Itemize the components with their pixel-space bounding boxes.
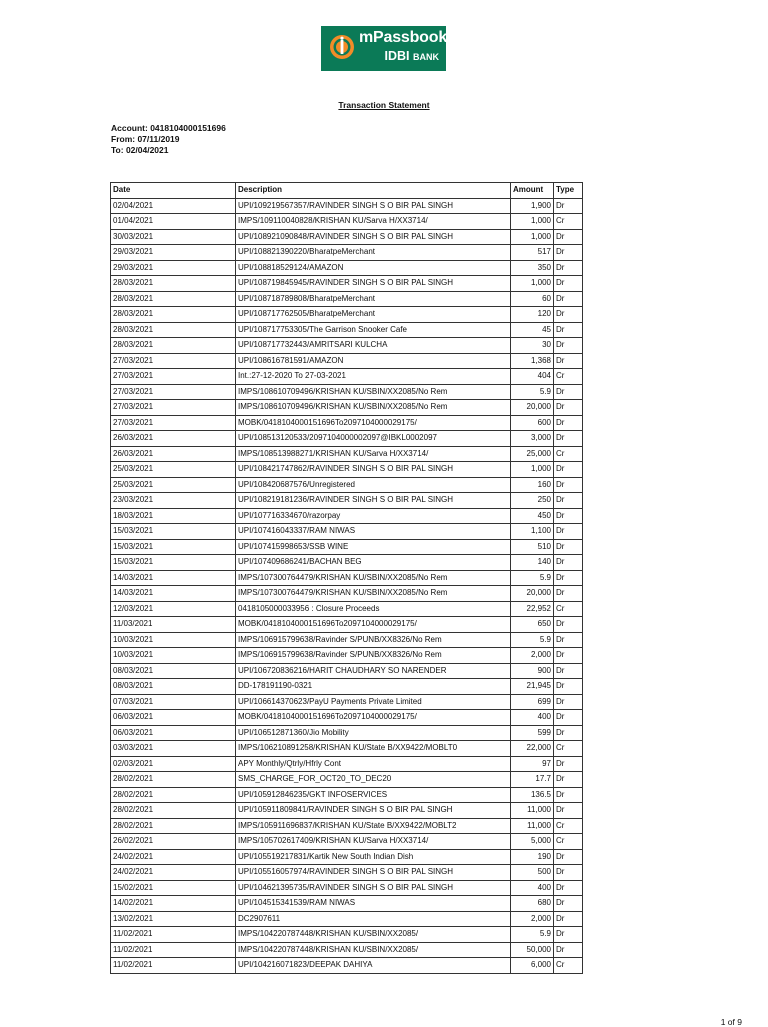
cell-type: Dr	[554, 617, 583, 633]
cell-date: 11/02/2021	[111, 927, 236, 943]
cell-type: Dr	[554, 880, 583, 896]
cell-type: Cr	[554, 369, 583, 385]
cell-description: UPI/108420687576/Unregistered	[236, 477, 511, 493]
cell-amount: 900	[511, 663, 554, 679]
table-row	[111, 741, 583, 757]
cell-date: 27/03/2021	[111, 400, 236, 416]
cell-amount: 160	[511, 477, 554, 493]
cell-amount: 97	[511, 756, 554, 772]
table-row	[111, 849, 583, 865]
cell-date: 12/03/2021	[111, 601, 236, 617]
column-header-date: Date	[111, 183, 236, 199]
cell-date: 25/03/2021	[111, 462, 236, 478]
page-indicator: 1 of 9	[720, 1017, 742, 1027]
table-row	[111, 245, 583, 261]
table-row	[111, 198, 583, 214]
cell-description: UPI/108921090848/RAVINDER SINGH S O BIR PAL SINGH	[236, 229, 511, 245]
cell-type: Dr	[554, 493, 583, 509]
cell-date: 15/03/2021	[111, 555, 236, 571]
transaction-table	[110, 182, 583, 974]
cell-description: UPI/108717762505/BharatpeMerchant	[236, 307, 511, 323]
cell-description: UPI/104621395735/RAVINDER SINGH S O BIR PAL SINGH	[236, 880, 511, 896]
cell-type: Dr	[554, 415, 583, 431]
cell-description: IMPS/106210891258/KRISHAN KU/State B/XX9422/MOBLT0	[236, 741, 511, 757]
cell-date: 24/02/2021	[111, 865, 236, 881]
cell-description: UPI/109219567357/RAVINDER SINGH S O BIR PAL SINGH	[236, 198, 511, 214]
cell-description: UPI/108717732443/AMRITSARI KULCHA	[236, 338, 511, 354]
cell-amount: 20,000	[511, 400, 554, 416]
cell-type: Dr	[554, 911, 583, 927]
cell-description: UPI/105911809841/RAVINDER SINGH S O BIR PAL SINGH	[236, 803, 511, 819]
table-row	[111, 679, 583, 695]
cell-type: Dr	[554, 400, 583, 416]
cell-type: Dr	[554, 431, 583, 447]
cell-amount: 500	[511, 865, 554, 881]
cell-type: Dr	[554, 307, 583, 323]
cell-type: Dr	[554, 787, 583, 803]
table-row	[111, 524, 583, 540]
cell-date: 10/03/2021	[111, 648, 236, 664]
cell-amount: 400	[511, 710, 554, 726]
table-row	[111, 818, 583, 834]
cell-description: UPI/106512871360/Jio Mobility	[236, 725, 511, 741]
table-row	[111, 570, 583, 586]
cell-description: UPI/104216071823/DEEPAK DAHIYA	[236, 958, 511, 974]
cell-type: Dr	[554, 725, 583, 741]
cell-description: IMPS/105911696837/KRISHAN KU/State B/XX9422/MOBLT2	[236, 818, 511, 834]
cell-date: 27/03/2021	[111, 384, 236, 400]
table-row	[111, 911, 583, 927]
cell-description: UPI/107716334670/razorpay	[236, 508, 511, 524]
table-row	[111, 353, 583, 369]
cell-type: Dr	[554, 865, 583, 881]
cell-date: 14/03/2021	[111, 570, 236, 586]
cell-amount: 1,368	[511, 353, 554, 369]
cell-date: 25/03/2021	[111, 477, 236, 493]
cell-type: Dr	[554, 338, 583, 354]
cell-description: IMPS/104220787448/KRISHAN KU/SBIN/XX2085/	[236, 942, 511, 958]
cell-amount: 11,000	[511, 803, 554, 819]
cell-amount: 400	[511, 880, 554, 896]
cell-amount: 404	[511, 369, 554, 385]
table-row	[111, 291, 583, 307]
cell-amount: 2,000	[511, 911, 554, 927]
cell-type: Dr	[554, 756, 583, 772]
table-row	[111, 508, 583, 524]
cell-description: UPI/105516057974/RAVINDER SINGH S O BIR PAL SINGH	[236, 865, 511, 881]
cell-amount: 5.9	[511, 927, 554, 943]
cell-date: 29/03/2021	[111, 245, 236, 261]
cell-description: IMPS/107300764479/KRISHAN KU/SBIN/XX2085/No Rem	[236, 586, 511, 602]
cell-description: DD-178191190-0321	[236, 679, 511, 695]
bank-name-suffix: BANK	[413, 52, 439, 62]
cell-amount: 22,952	[511, 601, 554, 617]
column-header-description: Description	[236, 183, 511, 199]
cell-amount: 517	[511, 245, 554, 261]
table-row	[111, 942, 583, 958]
cell-description: DC2907611	[236, 911, 511, 927]
table-header-row	[111, 183, 583, 199]
cell-date: 02/03/2021	[111, 756, 236, 772]
cell-amount: 1,000	[511, 214, 554, 230]
cell-description: UPI/108219181236/RAVINDER SINGH S O BIR PAL SINGH	[236, 493, 511, 509]
table-row	[111, 214, 583, 230]
cell-description: IMPS/108513988271/KRISHAN KU/Sarva H/XX3714/	[236, 446, 511, 462]
cell-amount: 5.9	[511, 384, 554, 400]
cell-date: 28/03/2021	[111, 307, 236, 323]
cell-type: Dr	[554, 524, 583, 540]
table-row	[111, 648, 583, 664]
table-row	[111, 493, 583, 509]
table-row	[111, 803, 583, 819]
cell-date: 11/03/2021	[111, 617, 236, 633]
cell-amount: 30	[511, 338, 554, 354]
cell-description: UPI/108719845945/RAVINDER SINGH S O BIR PAL SINGH	[236, 276, 511, 292]
cell-amount: 350	[511, 260, 554, 276]
cell-type: Cr	[554, 958, 583, 974]
cell-type: Cr	[554, 741, 583, 757]
cell-date: 07/03/2021	[111, 694, 236, 710]
cell-description: IMPS/109110040828/KRISHAN KU/Sarva H/XX3714/	[236, 214, 511, 230]
cell-date: 28/02/2021	[111, 818, 236, 834]
cell-type: Dr	[554, 276, 583, 292]
cell-date: 27/03/2021	[111, 369, 236, 385]
cell-description: IMPS/106915799638/Ravinder S/PUNB/XX8326/No Rem	[236, 632, 511, 648]
cell-description: IMPS/107300764479/KRISHAN KU/SBIN/XX2085/No Rem	[236, 570, 511, 586]
cell-date: 28/03/2021	[111, 291, 236, 307]
cell-date: 28/03/2021	[111, 338, 236, 354]
cell-amount: 6,000	[511, 958, 554, 974]
cell-type: Dr	[554, 849, 583, 865]
cell-description: UPI/107409686241/BACHAN BEG	[236, 555, 511, 571]
cell-type: Dr	[554, 710, 583, 726]
cell-description: APY Monthly/Qtrly/Hfrly Cont	[236, 756, 511, 772]
cell-description: UPI/108818529124/AMAZON	[236, 260, 511, 276]
table-row	[111, 958, 583, 974]
cell-date: 14/03/2021	[111, 586, 236, 602]
table-row	[111, 725, 583, 741]
cell-description: UPI/107415998653/SSB WINE	[236, 539, 511, 555]
cell-description: MOBK/0418104000151696To2097104000029175/	[236, 415, 511, 431]
table-row	[111, 834, 583, 850]
table-row	[111, 229, 583, 245]
cell-description: IMPS/105702617409/KRISHAN KU/Sarva H/XX3714/	[236, 834, 511, 850]
cell-amount: 2,000	[511, 648, 554, 664]
account-details	[111, 123, 226, 157]
cell-date: 15/03/2021	[111, 524, 236, 540]
cell-date: 03/03/2021	[111, 741, 236, 757]
cell-type: Dr	[554, 896, 583, 912]
table-row	[111, 446, 583, 462]
cell-type: Cr	[554, 214, 583, 230]
cell-date: 08/03/2021	[111, 679, 236, 695]
cell-date: 14/02/2021	[111, 896, 236, 912]
cell-description: UPI/108717753305/The Garrison Snooker Cafe	[236, 322, 511, 338]
cell-description: MOBK/0418104000151696To2097104000029175/	[236, 710, 511, 726]
cell-amount: 1,000	[511, 276, 554, 292]
cell-date: 06/03/2021	[111, 725, 236, 741]
cell-description: UPI/108421747862/RAVINDER SINGH S O BIR PAL SINGH	[236, 462, 511, 478]
table-row	[111, 663, 583, 679]
cell-amount: 600	[511, 415, 554, 431]
cell-amount: 22,000	[511, 741, 554, 757]
cell-amount: 5.9	[511, 570, 554, 586]
table-row	[111, 694, 583, 710]
table-row	[111, 276, 583, 292]
cell-amount: 3,000	[511, 431, 554, 447]
bank-name	[385, 49, 439, 63]
cell-type: Dr	[554, 570, 583, 586]
cell-amount: 45	[511, 322, 554, 338]
brand-name: mPassbook	[359, 29, 448, 46]
cell-type: Cr	[554, 834, 583, 850]
cell-description: UPI/106720836216/HARIT CHAUDHARY SO NARENDER	[236, 663, 511, 679]
cell-type: Dr	[554, 927, 583, 943]
cell-date: 02/04/2021	[111, 198, 236, 214]
cell-description: IMPS/104220787448/KRISHAN KU/SBIN/XX2085/	[236, 927, 511, 943]
table-row	[111, 307, 583, 323]
cell-amount: 5.9	[511, 632, 554, 648]
cell-amount: 450	[511, 508, 554, 524]
cell-type: Dr	[554, 260, 583, 276]
cell-type: Dr	[554, 322, 583, 338]
cell-type: Dr	[554, 229, 583, 245]
table-row	[111, 338, 583, 354]
cell-amount: 510	[511, 539, 554, 555]
cell-amount: 140	[511, 555, 554, 571]
table-row	[111, 617, 583, 633]
cell-description: MOBK/0418104000151696To2097104000029175/	[236, 617, 511, 633]
cell-description: UPI/107416043337/RAM NIWAS	[236, 524, 511, 540]
cell-date: 10/03/2021	[111, 632, 236, 648]
cell-amount: 17.7	[511, 772, 554, 788]
cell-type: Dr	[554, 384, 583, 400]
cell-type: Dr	[554, 942, 583, 958]
transaction-rows	[111, 198, 583, 973]
table-row	[111, 431, 583, 447]
cell-type: Dr	[554, 539, 583, 555]
table-row	[111, 896, 583, 912]
cell-type: Dr	[554, 291, 583, 307]
cell-amount: 250	[511, 493, 554, 509]
cell-description: UPI/108616781591/AMAZON	[236, 353, 511, 369]
cell-date: 15/03/2021	[111, 539, 236, 555]
table-row	[111, 632, 583, 648]
cell-date: 26/03/2021	[111, 431, 236, 447]
cell-type: Cr	[554, 818, 583, 834]
cell-description: Int.:27-12-2020 To 27-03-2021	[236, 369, 511, 385]
table-row	[111, 586, 583, 602]
table-row	[111, 787, 583, 803]
column-header-type: Type	[554, 183, 583, 199]
cell-amount: 20,000	[511, 586, 554, 602]
cell-amount: 25,000	[511, 446, 554, 462]
cell-description: UPI/108718789808/BharatpeMerchant	[236, 291, 511, 307]
cell-date: 29/03/2021	[111, 260, 236, 276]
table-row	[111, 384, 583, 400]
cell-amount: 50,000	[511, 942, 554, 958]
cell-amount: 21,945	[511, 679, 554, 695]
column-header-amount: Amount	[511, 183, 554, 199]
table-row	[111, 400, 583, 416]
cell-description: 0418105000033956 : Closure Proceeds	[236, 601, 511, 617]
table-row	[111, 477, 583, 493]
cell-date: 28/03/2021	[111, 276, 236, 292]
cell-amount: 1,900	[511, 198, 554, 214]
cell-description: UPI/105519217831/Kartik New South Indian Dish	[236, 849, 511, 865]
cell-date: 11/02/2021	[111, 942, 236, 958]
cell-type: Dr	[554, 462, 583, 478]
table-row	[111, 865, 583, 881]
cell-description: UPI/105912846235/GKT INFOSERVICES	[236, 787, 511, 803]
cell-amount: 190	[511, 849, 554, 865]
cell-amount: 599	[511, 725, 554, 741]
table-row	[111, 927, 583, 943]
mpassbook-logo	[321, 26, 446, 71]
cell-date: 24/02/2021	[111, 849, 236, 865]
table-row	[111, 555, 583, 571]
bank-name-main: IDBI	[384, 49, 410, 63]
cell-type: Dr	[554, 586, 583, 602]
table-row	[111, 601, 583, 617]
cell-amount: 1,100	[511, 524, 554, 540]
table-row	[111, 462, 583, 478]
cell-date: 13/02/2021	[111, 911, 236, 927]
cell-description: IMPS/108610709496/KRISHAN KU/SBIN/XX2085/No Rem	[236, 384, 511, 400]
cell-type: Dr	[554, 508, 583, 524]
cell-date: 28/02/2021	[111, 772, 236, 788]
cell-amount: 699	[511, 694, 554, 710]
cell-type: Dr	[554, 477, 583, 493]
from-date: From: 07/11/2019	[111, 134, 180, 145]
cell-amount: 1,000	[511, 462, 554, 478]
table-row	[111, 880, 583, 896]
cell-type: Cr	[554, 601, 583, 617]
table-row	[111, 539, 583, 555]
cell-date: 18/03/2021	[111, 508, 236, 524]
table-row	[111, 260, 583, 276]
table-row	[111, 772, 583, 788]
cell-type: Dr	[554, 198, 583, 214]
cell-amount: 60	[511, 291, 554, 307]
table-row	[111, 710, 583, 726]
cell-description: SMS_CHARGE_FOR_OCT20_TO_DEC20	[236, 772, 511, 788]
cell-amount: 136.5	[511, 787, 554, 803]
cell-description: UPI/106614370623/PayU Payments Private Limited	[236, 694, 511, 710]
account-number: Account: 0418104000151696	[111, 123, 226, 133]
table-row	[111, 322, 583, 338]
cell-amount: 1,000	[511, 229, 554, 245]
cell-date: 15/02/2021	[111, 880, 236, 896]
table-row	[111, 369, 583, 385]
cell-amount: 120	[511, 307, 554, 323]
to-date: To: 02/04/2021	[111, 145, 169, 156]
cell-type: Dr	[554, 555, 583, 571]
cell-amount: 650	[511, 617, 554, 633]
cell-type: Dr	[554, 648, 583, 664]
cell-date: 28/03/2021	[111, 322, 236, 338]
table-row	[111, 415, 583, 431]
cell-date: 30/03/2021	[111, 229, 236, 245]
cell-amount: 5,000	[511, 834, 554, 850]
idbi-emblem-icon	[329, 34, 355, 60]
cell-description: UPI/108821390220/BharatpeMerchant	[236, 245, 511, 261]
cell-date: 26/03/2021	[111, 446, 236, 462]
cell-description: IMPS/108610709496/KRISHAN KU/SBIN/XX2085/No Rem	[236, 400, 511, 416]
cell-description: IMPS/106915799638/Ravinder S/PUNB/XX8326/No Rem	[236, 648, 511, 664]
cell-date: 28/02/2021	[111, 803, 236, 819]
cell-date: 11/02/2021	[111, 958, 236, 974]
statement-title: Transaction Statement	[338, 100, 430, 110]
cell-type: Cr	[554, 446, 583, 462]
cell-type: Dr	[554, 245, 583, 261]
cell-type: Dr	[554, 353, 583, 369]
cell-type: Dr	[554, 679, 583, 695]
cell-type: Dr	[554, 663, 583, 679]
cell-date: 27/03/2021	[111, 415, 236, 431]
cell-type: Dr	[554, 694, 583, 710]
cell-type: Dr	[554, 803, 583, 819]
cell-date: 08/03/2021	[111, 663, 236, 679]
cell-date: 26/02/2021	[111, 834, 236, 850]
table-row	[111, 756, 583, 772]
cell-description: UPI/108513120533/2097104000002097@IBKL0002097	[236, 431, 511, 447]
cell-amount: 680	[511, 896, 554, 912]
cell-date: 27/03/2021	[111, 353, 236, 369]
cell-date: 06/03/2021	[111, 710, 236, 726]
cell-type: Dr	[554, 632, 583, 648]
cell-date: 23/03/2021	[111, 493, 236, 509]
cell-date: 01/04/2021	[111, 214, 236, 230]
cell-type: Dr	[554, 772, 583, 788]
cell-amount: 11,000	[511, 818, 554, 834]
cell-description: UPI/104515341539/RAM NIWAS	[236, 896, 511, 912]
cell-date: 28/02/2021	[111, 787, 236, 803]
